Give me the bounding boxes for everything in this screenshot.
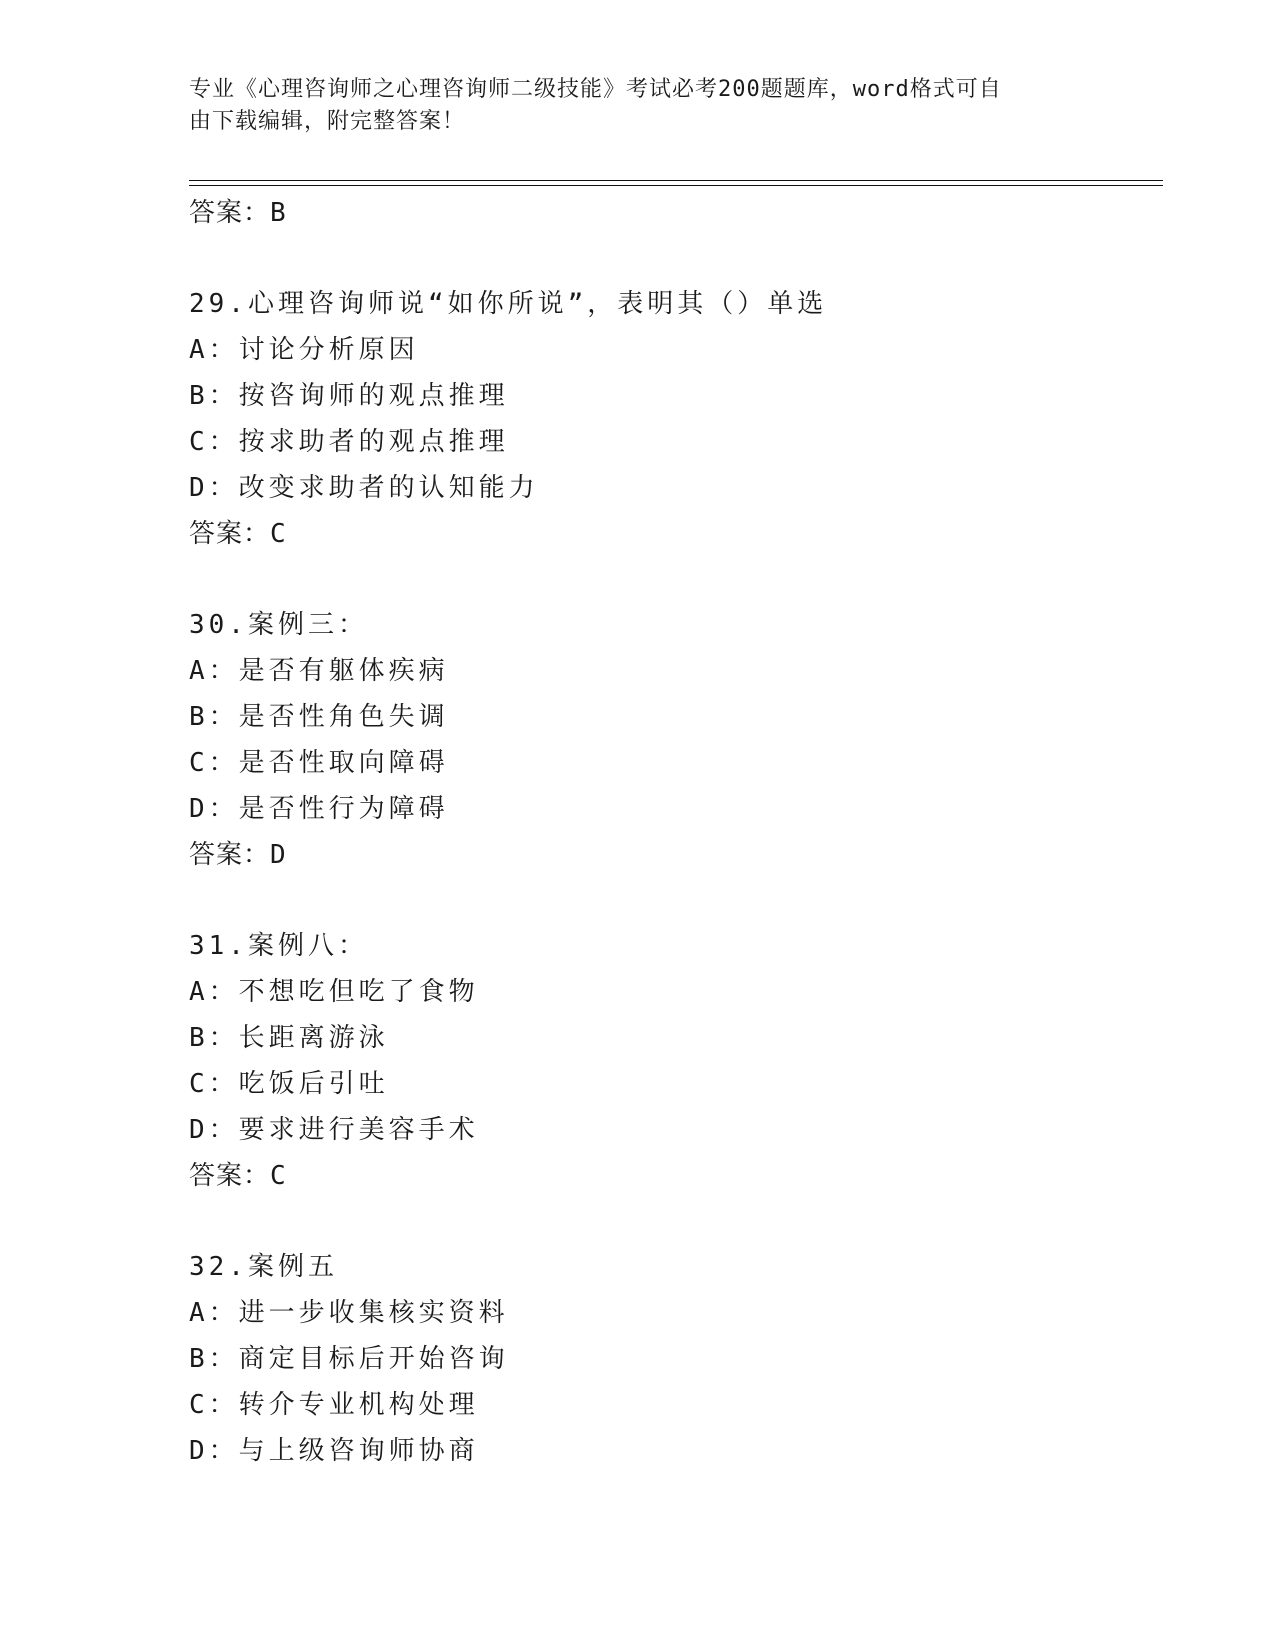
answer-line: 答案：D [189, 840, 287, 870]
header-line-1: 专业《心理咨询师之心理咨询师二级技能》考试必考200题题库，word格式可自 [189, 77, 1002, 102]
question-29 [189, 281, 1169, 557]
spacer [189, 878, 1169, 923]
option-a: A：不想吃但吃了食物 [189, 977, 479, 1007]
header-divider-top [189, 180, 1163, 181]
header-divider-bottom [189, 185, 1163, 186]
question-stem: 29.心理咨询师说“如你所说”，表明其（）单选 [189, 289, 828, 319]
question-31 [189, 923, 1169, 1199]
header-line-2: 由下载编辑，附完整答案！ [189, 109, 466, 134]
question-stem: 32.案例五 [189, 1252, 338, 1282]
option-d: D：改变求助者的认知能力 [189, 473, 539, 503]
question-stem: 31.案例八： [189, 931, 368, 961]
option-c: C：转介专业机构处理 [189, 1390, 479, 1420]
spacer [189, 557, 1169, 602]
spacer [189, 236, 1169, 281]
option-c: C：吃饭后引吐 [189, 1069, 389, 1099]
option-d: D：与上级咨询师协商 [189, 1436, 479, 1466]
option-b: B：商定目标后开始咨询 [189, 1344, 509, 1374]
option-b: B：按咨询师的观点推理 [189, 381, 509, 411]
answer-line: 答案：C [189, 1161, 287, 1191]
question-30 [189, 602, 1169, 878]
answer-line: 答案：B [189, 198, 287, 228]
question-32 [189, 1244, 1169, 1474]
option-b: B：长距离游泳 [189, 1023, 389, 1053]
option-c: C：按求助者的观点推理 [189, 427, 509, 457]
answer-line: 答案：C [189, 519, 287, 549]
option-a: A：进一步收集核实资料 [189, 1298, 509, 1328]
option-a: A：是否有躯体疾病 [189, 656, 449, 686]
document-header [189, 74, 1069, 138]
option-a: A：讨论分析原因 [189, 335, 419, 365]
option-b: B：是否性角色失调 [189, 702, 449, 732]
question-list [189, 190, 1169, 1474]
option-c: C：是否性取向障碍 [189, 748, 449, 778]
option-d: D：是否性行为障碍 [189, 794, 449, 824]
option-d: D：要求进行美容手术 [189, 1115, 479, 1145]
question-stem: 30.案例三： [189, 610, 368, 640]
spacer [189, 1199, 1169, 1244]
